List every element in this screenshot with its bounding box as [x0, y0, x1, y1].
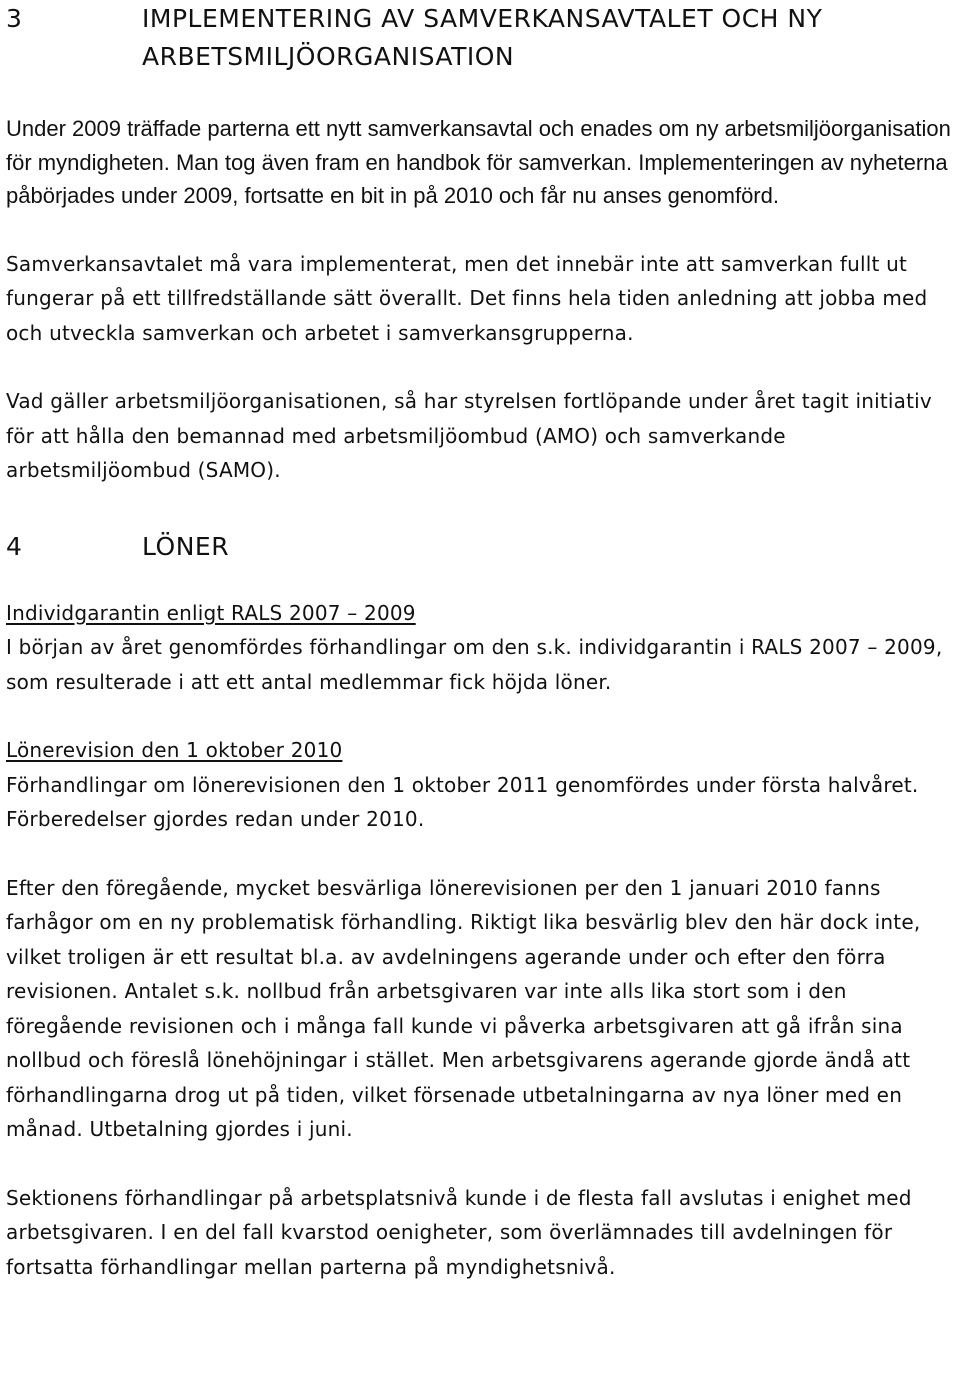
paragraph-sektionens-forhandlingar: Sektionens förhandlingar på arbetsplatsnivå kunde i de flesta fall avslutas i enighet med arbetsgivaren. I en del fall kvarstod oenigheter, som överlämnades till avdelningen för fortsatta förhandlingar mellan parterna på myndighetsnivå.: [6, 1185, 912, 1279]
subheading-lonerevision: Lönerevision den 1 oktober 2010: [6, 738, 343, 762]
section-3-title-line2: ARBETSMILJÖORGANISATION: [142, 42, 515, 71]
subheading-individgarantin: Individgarantin enligt RALS 2007 – 2009: [6, 600, 416, 625]
section-3-title-line1: IMPLEMENTERING AV SAMVERKANSAVTALET OCH NY: [142, 4, 823, 33]
section-4-title: LÖNER: [142, 531, 230, 561]
section-3-paragraph-2: Samverkansavtalet må vara implementerat, men det innebär inte att samverkan fullt ut fungerar på ett tillfredställande sätt överallt. Det finns hela tiden anledning att jobba med och utveckla samverkan och arbetet i samverkansgrupperna.: [6, 251, 928, 345]
individgarantin-text: I början av året genomfördes förhandlingar om den s.k. individgarantin i RALS 2007 – 2009, som resulterade i att ett antal medlemmar fick höjda löner.: [6, 635, 943, 694]
section-3-paragraph-3: Vad gäller arbetsmiljöorganisationen, så har styrelsen fortlöpande under året tagit initiativ för att hålla den bemannad med arbetsmiljöombud (AMO) och samverkande arbetsmiljöombud (SAMO).: [6, 389, 932, 482]
section-3-paragraph-1: Under 2009 träffade parterna ett nytt samverkansavtal och enades om ny arbetsmiljöorganisation för myndigheten. Man tog även fram en handbok för samverkan. Implementeringen av nyheterna påbörjades under 2009, fortsatte en bit in på 2010 och får nu anses genomförd.: [6, 116, 951, 208]
lonerevision-text: Förhandlingar om lönerevisionen den 1 oktober 2011 genomfördes under första halvåret. Förberedelser gjordes redan under 2010.: [6, 772, 919, 831]
section-4-heading: [6, 528, 958, 566]
paragraph-efter-foregaende: Efter den föregående, mycket besvärliga lönerevisionen per den 1 januari 2010 fanns farhågor om en ny problematisk förhandling. Riktigt lika besvärlig blev den här dock inte, vilket troligen är ett resultat bl.a. av avdelningens agerande under och efter den förra revisionen. Antalet s.k. nollbud från arbetsgivaren var inte alls lika stort som i den föregående revisionen och i många fall kunde vi påverka arbetsgivaren att gå ifrån sina nollbud och föreslå lönehöjningar i stället. Men arbetsgivarens agerande gjorde ändå att förhandlingarna drog ut på tiden, vilket försenade utbetalningarna av nya löner med en månad. Utbetalning gjordes i juni.: [6, 875, 921, 1141]
document-page: [6, 0, 958, 1284]
section-3-number: 3: [6, 4, 23, 33]
section-4-number: 4: [6, 531, 23, 561]
section-3-heading: [6, 0, 958, 76]
